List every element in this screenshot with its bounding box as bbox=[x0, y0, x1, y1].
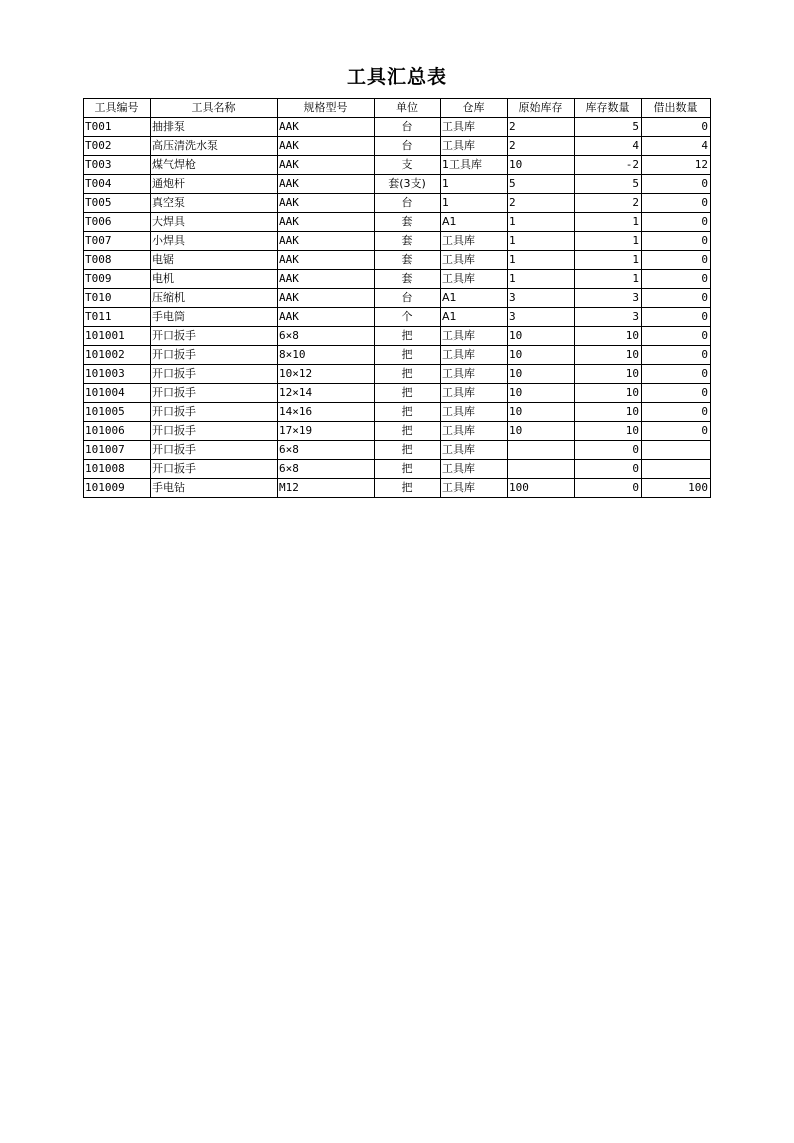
cell-tool-id: T006 bbox=[84, 213, 151, 232]
cell-lent-qty: 0 bbox=[642, 194, 711, 213]
cell-lent-qty: 0 bbox=[642, 422, 711, 441]
cell-tool-name: 电机 bbox=[151, 270, 278, 289]
cell-spec: 6×8 bbox=[278, 327, 375, 346]
cell-stock-qty: -2 bbox=[575, 156, 642, 175]
header-unit: 单位 bbox=[375, 99, 441, 118]
cell-spec: AAK bbox=[278, 213, 375, 232]
cell-warehouse: 1 bbox=[441, 194, 508, 213]
cell-tool-name: 开口扳手 bbox=[151, 384, 278, 403]
cell-lent-qty: 0 bbox=[642, 270, 711, 289]
header-stock-qty: 库存数量 bbox=[575, 99, 642, 118]
cell-spec: AAK bbox=[278, 137, 375, 156]
cell-unit: 套 bbox=[375, 251, 441, 270]
cell-tool-name: 开口扳手 bbox=[151, 422, 278, 441]
cell-tool-id: T003 bbox=[84, 156, 151, 175]
cell-spec: 14×16 bbox=[278, 403, 375, 422]
header-tool-id: 工具编号 bbox=[84, 99, 151, 118]
cell-spec: AAK bbox=[278, 232, 375, 251]
cell-lent-qty: 0 bbox=[642, 118, 711, 137]
cell-unit: 台 bbox=[375, 118, 441, 137]
cell-spec: AAK bbox=[278, 156, 375, 175]
cell-tool-name: 手电筒 bbox=[151, 308, 278, 327]
cell-spec: 6×8 bbox=[278, 460, 375, 479]
cell-original-stock: 1 bbox=[508, 232, 575, 251]
cell-tool-name: 小焊具 bbox=[151, 232, 278, 251]
table-row bbox=[84, 232, 711, 251]
cell-warehouse: 工具库 bbox=[441, 403, 508, 422]
cell-lent-qty: 0 bbox=[642, 346, 711, 365]
cell-lent-qty: 0 bbox=[642, 289, 711, 308]
table-row bbox=[84, 346, 711, 365]
header-original-stock: 原始库存 bbox=[508, 99, 575, 118]
cell-lent-qty: 0 bbox=[642, 384, 711, 403]
cell-tool-name: 开口扳手 bbox=[151, 403, 278, 422]
cell-stock-qty: 10 bbox=[575, 346, 642, 365]
cell-lent-qty: 0 bbox=[642, 308, 711, 327]
cell-spec: 8×10 bbox=[278, 346, 375, 365]
table-row bbox=[84, 156, 711, 175]
cell-tool-name: 压缩机 bbox=[151, 289, 278, 308]
cell-unit: 台 bbox=[375, 194, 441, 213]
header-warehouse: 仓库 bbox=[441, 99, 508, 118]
table-row bbox=[84, 137, 711, 156]
cell-tool-id: 101007 bbox=[84, 441, 151, 460]
cell-warehouse: 工具库 bbox=[441, 270, 508, 289]
table-row bbox=[84, 213, 711, 232]
cell-tool-id: T004 bbox=[84, 175, 151, 194]
cell-original-stock: 10 bbox=[508, 422, 575, 441]
cell-warehouse: 1工具库 bbox=[441, 156, 508, 175]
cell-original-stock: 10 bbox=[508, 365, 575, 384]
cell-original-stock: 3 bbox=[508, 308, 575, 327]
cell-original-stock: 10 bbox=[508, 327, 575, 346]
cell-tool-name: 煤气焊枪 bbox=[151, 156, 278, 175]
cell-original-stock: 10 bbox=[508, 346, 575, 365]
cell-lent-qty bbox=[642, 460, 711, 479]
cell-unit: 台 bbox=[375, 137, 441, 156]
table-row bbox=[84, 441, 711, 460]
cell-tool-id: 101006 bbox=[84, 422, 151, 441]
cell-stock-qty: 10 bbox=[575, 365, 642, 384]
cell-original-stock: 10 bbox=[508, 156, 575, 175]
cell-tool-id: T009 bbox=[84, 270, 151, 289]
cell-original-stock: 10 bbox=[508, 384, 575, 403]
cell-unit: 把 bbox=[375, 422, 441, 441]
table-row bbox=[84, 175, 711, 194]
cell-original-stock: 2 bbox=[508, 137, 575, 156]
cell-tool-id: T005 bbox=[84, 194, 151, 213]
cell-original-stock: 1 bbox=[508, 213, 575, 232]
cell-tool-id: T010 bbox=[84, 289, 151, 308]
cell-warehouse: 工具库 bbox=[441, 422, 508, 441]
table-row bbox=[84, 289, 711, 308]
cell-warehouse: 工具库 bbox=[441, 118, 508, 137]
cell-spec: AAK bbox=[278, 175, 375, 194]
table-row bbox=[84, 460, 711, 479]
cell-stock-qty: 10 bbox=[575, 384, 642, 403]
cell-stock-qty: 5 bbox=[575, 175, 642, 194]
cell-unit: 把 bbox=[375, 346, 441, 365]
cell-original-stock: 1 bbox=[508, 270, 575, 289]
cell-lent-qty: 4 bbox=[642, 137, 711, 156]
cell-tool-name: 高压清洗水泵 bbox=[151, 137, 278, 156]
cell-warehouse: 工具库 bbox=[441, 327, 508, 346]
cell-warehouse: 工具库 bbox=[441, 460, 508, 479]
cell-tool-id: T008 bbox=[84, 251, 151, 270]
cell-lent-qty: 0 bbox=[642, 403, 711, 422]
cell-unit: 套 bbox=[375, 232, 441, 251]
cell-tool-name: 开口扳手 bbox=[151, 327, 278, 346]
cell-stock-qty: 4 bbox=[575, 137, 642, 156]
cell-warehouse: 工具库 bbox=[441, 365, 508, 384]
cell-lent-qty: 0 bbox=[642, 251, 711, 270]
page-title: 工具汇总表 bbox=[346, 66, 447, 88]
cell-warehouse: 工具库 bbox=[441, 346, 508, 365]
cell-stock-qty: 3 bbox=[575, 289, 642, 308]
cell-tool-name: 通炮杆 bbox=[151, 175, 278, 194]
table-row bbox=[84, 365, 711, 384]
cell-unit: 支 bbox=[375, 156, 441, 175]
table-row bbox=[84, 327, 711, 346]
cell-stock-qty: 10 bbox=[575, 327, 642, 346]
cell-tool-name: 抽排泵 bbox=[151, 118, 278, 137]
cell-warehouse: 工具库 bbox=[441, 441, 508, 460]
cell-tool-id: 101003 bbox=[84, 365, 151, 384]
cell-tool-id: T001 bbox=[84, 118, 151, 137]
cell-unit: 把 bbox=[375, 403, 441, 422]
cell-stock-qty: 0 bbox=[575, 460, 642, 479]
cell-tool-name: 开口扳手 bbox=[151, 365, 278, 384]
cell-tool-name: 电锯 bbox=[151, 251, 278, 270]
cell-warehouse: 1 bbox=[441, 175, 508, 194]
cell-lent-qty: 0 bbox=[642, 232, 711, 251]
cell-original-stock: 100 bbox=[508, 479, 575, 498]
cell-original-stock: 10 bbox=[508, 403, 575, 422]
cell-lent-qty: 0 bbox=[642, 175, 711, 194]
cell-unit: 台 bbox=[375, 289, 441, 308]
cell-tool-id: 101009 bbox=[84, 479, 151, 498]
cell-stock-qty: 2 bbox=[575, 194, 642, 213]
cell-tool-name: 真空泵 bbox=[151, 194, 278, 213]
cell-stock-qty: 1 bbox=[575, 251, 642, 270]
cell-tool-id: 101004 bbox=[84, 384, 151, 403]
cell-stock-qty: 0 bbox=[575, 441, 642, 460]
cell-original-stock: 2 bbox=[508, 194, 575, 213]
cell-tool-id: T011 bbox=[84, 308, 151, 327]
cell-tool-name: 手电钻 bbox=[151, 479, 278, 498]
cell-unit: 把 bbox=[375, 479, 441, 498]
cell-warehouse: 工具库 bbox=[441, 137, 508, 156]
cell-unit: 把 bbox=[375, 327, 441, 346]
cell-spec: AAK bbox=[278, 270, 375, 289]
table-row bbox=[84, 403, 711, 422]
table-row bbox=[84, 422, 711, 441]
cell-unit: 把 bbox=[375, 365, 441, 384]
table-header-row bbox=[84, 99, 711, 118]
cell-tool-id: 101002 bbox=[84, 346, 151, 365]
cell-warehouse: 工具库 bbox=[441, 479, 508, 498]
cell-warehouse: A1 bbox=[441, 289, 508, 308]
cell-unit: 把 bbox=[375, 460, 441, 479]
table-row bbox=[84, 194, 711, 213]
cell-warehouse: 工具库 bbox=[441, 384, 508, 403]
header-tool-name: 工具名称 bbox=[151, 99, 278, 118]
cell-stock-qty: 3 bbox=[575, 308, 642, 327]
cell-lent-qty: 100 bbox=[642, 479, 711, 498]
cell-original-stock: 1 bbox=[508, 251, 575, 270]
cell-spec: M12 bbox=[278, 479, 375, 498]
cell-lent-qty: 0 bbox=[642, 365, 711, 384]
table-row bbox=[84, 384, 711, 403]
cell-warehouse: 工具库 bbox=[441, 251, 508, 270]
cell-warehouse: 工具库 bbox=[441, 232, 508, 251]
cell-spec: 10×12 bbox=[278, 365, 375, 384]
tool-summary-table bbox=[83, 98, 711, 498]
cell-lent-qty: 0 bbox=[642, 327, 711, 346]
cell-unit: 套 bbox=[375, 270, 441, 289]
cell-stock-qty: 10 bbox=[575, 422, 642, 441]
table-row bbox=[84, 479, 711, 498]
cell-original-stock bbox=[508, 460, 575, 479]
table-row bbox=[84, 308, 711, 327]
table-row bbox=[84, 251, 711, 270]
cell-stock-qty: 10 bbox=[575, 403, 642, 422]
cell-spec: AAK bbox=[278, 308, 375, 327]
cell-spec: 17×19 bbox=[278, 422, 375, 441]
cell-tool-id: T002 bbox=[84, 137, 151, 156]
cell-tool-id: 101008 bbox=[84, 460, 151, 479]
cell-spec: 6×8 bbox=[278, 441, 375, 460]
cell-lent-qty: 12 bbox=[642, 156, 711, 175]
cell-tool-id: T007 bbox=[84, 232, 151, 251]
cell-original-stock bbox=[508, 441, 575, 460]
cell-unit: 套 bbox=[375, 213, 441, 232]
cell-unit: 个 bbox=[375, 308, 441, 327]
cell-tool-name: 开口扳手 bbox=[151, 441, 278, 460]
cell-lent-qty: 0 bbox=[642, 213, 711, 232]
cell-unit: 套(3支) bbox=[375, 175, 441, 194]
cell-tool-name: 开口扳手 bbox=[151, 346, 278, 365]
cell-spec: 12×14 bbox=[278, 384, 375, 403]
cell-spec: AAK bbox=[278, 194, 375, 213]
cell-lent-qty bbox=[642, 441, 711, 460]
cell-stock-qty: 5 bbox=[575, 118, 642, 137]
cell-stock-qty: 1 bbox=[575, 232, 642, 251]
cell-original-stock: 2 bbox=[508, 118, 575, 137]
header-spec: 规格型号 bbox=[278, 99, 375, 118]
cell-spec: AAK bbox=[278, 118, 375, 137]
cell-spec: AAK bbox=[278, 251, 375, 270]
cell-stock-qty: 0 bbox=[575, 479, 642, 498]
cell-original-stock: 3 bbox=[508, 289, 575, 308]
cell-unit: 把 bbox=[375, 384, 441, 403]
header-lent-qty: 借出数量 bbox=[642, 99, 711, 118]
cell-tool-id: 101005 bbox=[84, 403, 151, 422]
cell-stock-qty: 1 bbox=[575, 213, 642, 232]
table-row bbox=[84, 118, 711, 137]
cell-original-stock: 5 bbox=[508, 175, 575, 194]
table-row bbox=[84, 270, 711, 289]
cell-tool-id: 101001 bbox=[84, 327, 151, 346]
cell-stock-qty: 1 bbox=[575, 270, 642, 289]
cell-tool-name: 大焊具 bbox=[151, 213, 278, 232]
cell-tool-name: 开口扳手 bbox=[151, 460, 278, 479]
cell-warehouse: A1 bbox=[441, 308, 508, 327]
cell-spec: AAK bbox=[278, 289, 375, 308]
cell-unit: 把 bbox=[375, 441, 441, 460]
cell-warehouse: A1 bbox=[441, 213, 508, 232]
